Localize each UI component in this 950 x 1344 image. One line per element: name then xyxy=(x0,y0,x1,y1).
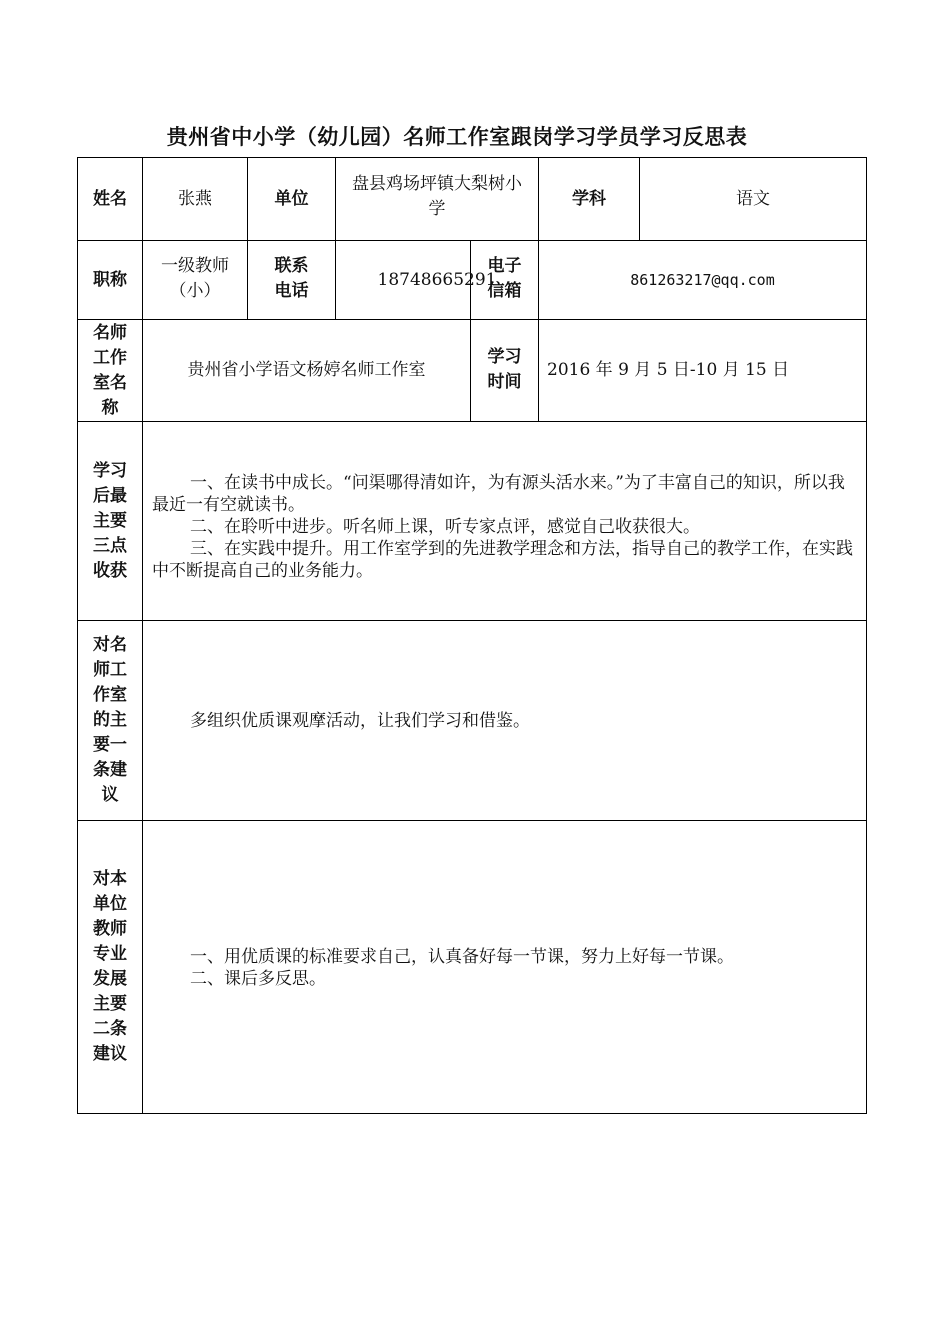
reflection-table xyxy=(77,157,867,1114)
name-label: 姓名 xyxy=(93,188,127,209)
subject-label: 学科 xyxy=(572,188,606,209)
studio-name-label: 名师工作室名称 xyxy=(93,322,127,418)
unit-suggestion-list xyxy=(190,946,860,990)
studio-suggestion-text: 多组织优质课观摩活动，让我们学习和借鉴。 xyxy=(190,711,530,731)
form-title: 贵州省中小学（幼儿园）名师工作室跟岗学习学员学习反思表 xyxy=(166,125,748,149)
phone-label: 联系电话 xyxy=(274,255,309,301)
job-title-label: 职称 xyxy=(93,270,127,290)
unit-suggestion-label: 对本单位教师专业发展主要二条建议 xyxy=(93,869,127,1064)
study-period-value: 2016 年 9 月 5 日-10 月 15 日 xyxy=(547,360,790,380)
study-period-label: 学习时间 xyxy=(487,346,522,392)
name-value: 张燕 xyxy=(178,188,212,209)
gains-label: 学习后最主要三点收获 xyxy=(93,461,127,581)
unit-suggestion-item: 一、用优质课的标准要求自己，认真备好每一节课，努力上好每一节课。 xyxy=(190,947,734,967)
phone-value: 18748665291 xyxy=(377,270,497,290)
gain-item: 三、在实践中提升。用工作室学到的先进教学理念和方法，指导自己的教学工作，在实践中不断提高自己的业务能力。 xyxy=(152,539,853,581)
email-label: 电子信箱 xyxy=(487,255,522,301)
unit-suggestion-item: 二、课后多反思。 xyxy=(190,969,326,989)
job-title-value: 一级教师（小） xyxy=(161,255,229,301)
unit-label: 单位 xyxy=(274,188,309,209)
gain-item: 二、在聆听中进步。听名师上课，听专家点评，感觉自己收获很大。 xyxy=(190,517,700,537)
unit-value: 盘县鸡场坪镇大梨树小学 xyxy=(352,174,522,219)
gains-list xyxy=(152,472,860,582)
subject-value: 语文 xyxy=(736,188,770,209)
studio-suggestion-label: 对名师工作室的主要一条建议 xyxy=(93,635,127,805)
gain-item: 一、在读书中成长。“问渠哪得清如许，为有源头活水来。”为了丰富自己的知识，所以我最近一有空就读书。 xyxy=(152,473,845,515)
studio-name-value: 贵州省小学语文杨婷名师工作室 xyxy=(187,360,426,380)
email-value: 861263217@qq.com xyxy=(630,271,775,289)
